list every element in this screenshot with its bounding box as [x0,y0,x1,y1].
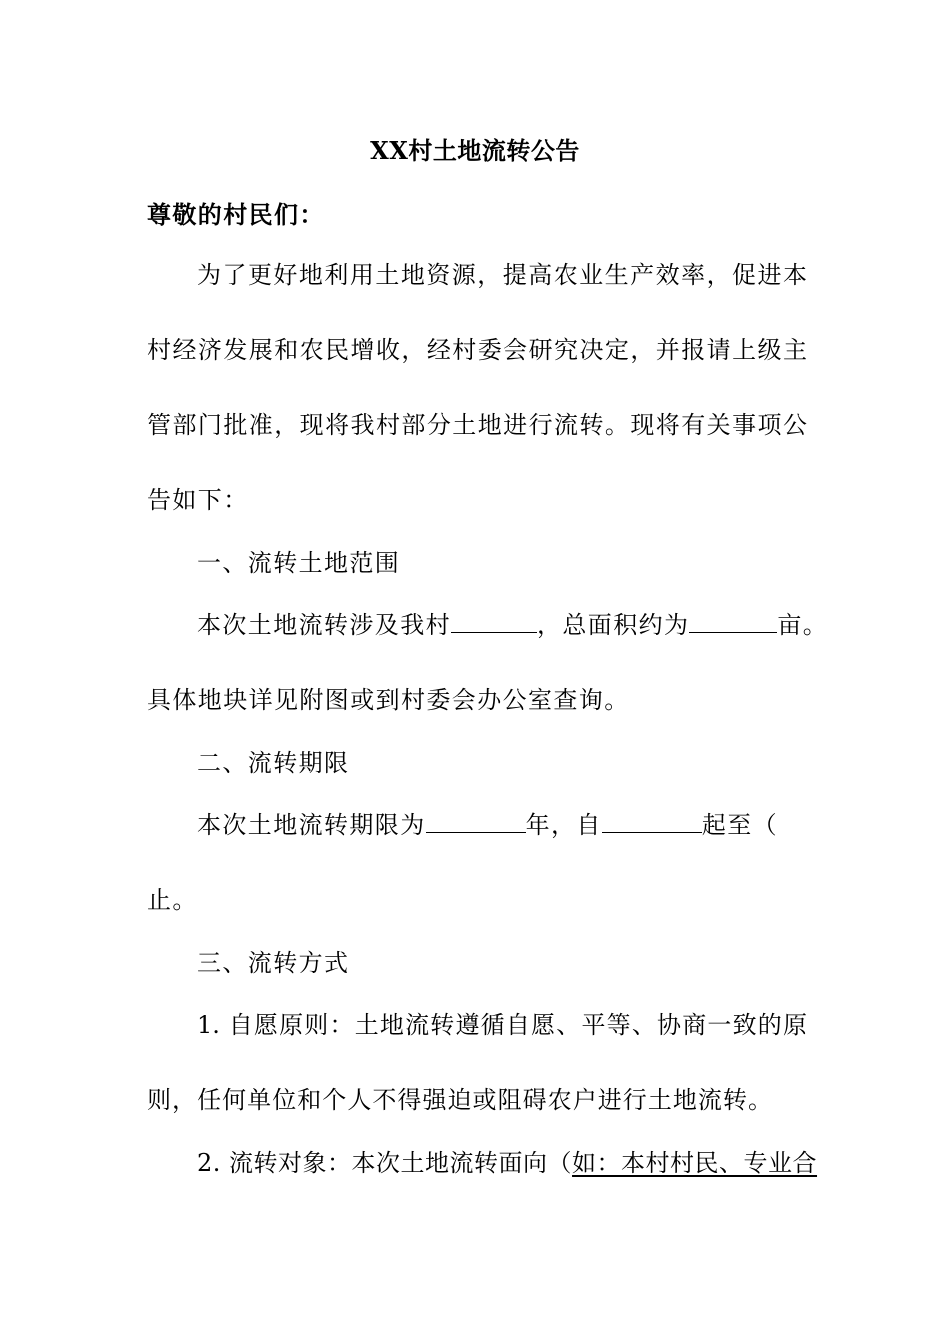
term-years-blank[interactable] [426,810,526,833]
section-3-item-2-text: 2. 流转对象：本次土地流转面向（ [197,1149,573,1177]
section-2-text-b: 年，自 [525,811,602,839]
section-1-heading: 一、流转土地范围 [197,549,401,577]
greeting: 尊敬的村民们： [147,200,325,229]
section-3-item-1-line-2: 则，任何单位和个人不得强迫或阻碍农户进行土地流转。 [147,1086,772,1114]
intro-line-3: 管部门批准，现将我村部分土地进行流转。现将有关事项公 [147,411,807,439]
section-3-item-2-line-1 [197,1148,817,1178]
section-2-text-a: 本次土地流转期限为 [197,811,426,839]
section-1-line-2: 具体地块详见附图或到村委会办公室查询。 [147,686,630,714]
section-1-text-b: ，总面积约为 [537,611,690,639]
area-blank[interactable] [689,610,777,633]
section-2-line-1 [197,810,817,840]
section-3-heading: 三、流转方式 [197,949,350,977]
section-2-line-2: 止。 [147,886,198,914]
document-title: XX村土地流转公告 [370,136,580,165]
intro-line-2: 村经济发展和农民增收，经村委会研究决定，并报请上级主 [147,336,807,364]
section-2-heading: 二、流转期限 [197,749,350,777]
intro-line-4: 告如下： [147,486,249,514]
section-1-line-1 [197,610,827,640]
section-1-text-a: 本次土地流转涉及我村 [197,611,451,639]
section-3-item-2-example: 如：本村村民、专业合 [572,1149,818,1177]
land-location-blank[interactable] [451,610,537,633]
section-1-text-c: 亩。 [777,611,829,639]
intro-line-1: 为了更好地利用土地资源，提高农业生产效率，促进本 [197,261,807,289]
start-date-blank[interactable] [602,810,702,833]
section-3-item-1-line-1: 1. 自愿原则：土地流转遵循自愿、平等、协商一致的原 [197,1011,807,1039]
section-2-text-c: 起至（ [701,811,779,839]
